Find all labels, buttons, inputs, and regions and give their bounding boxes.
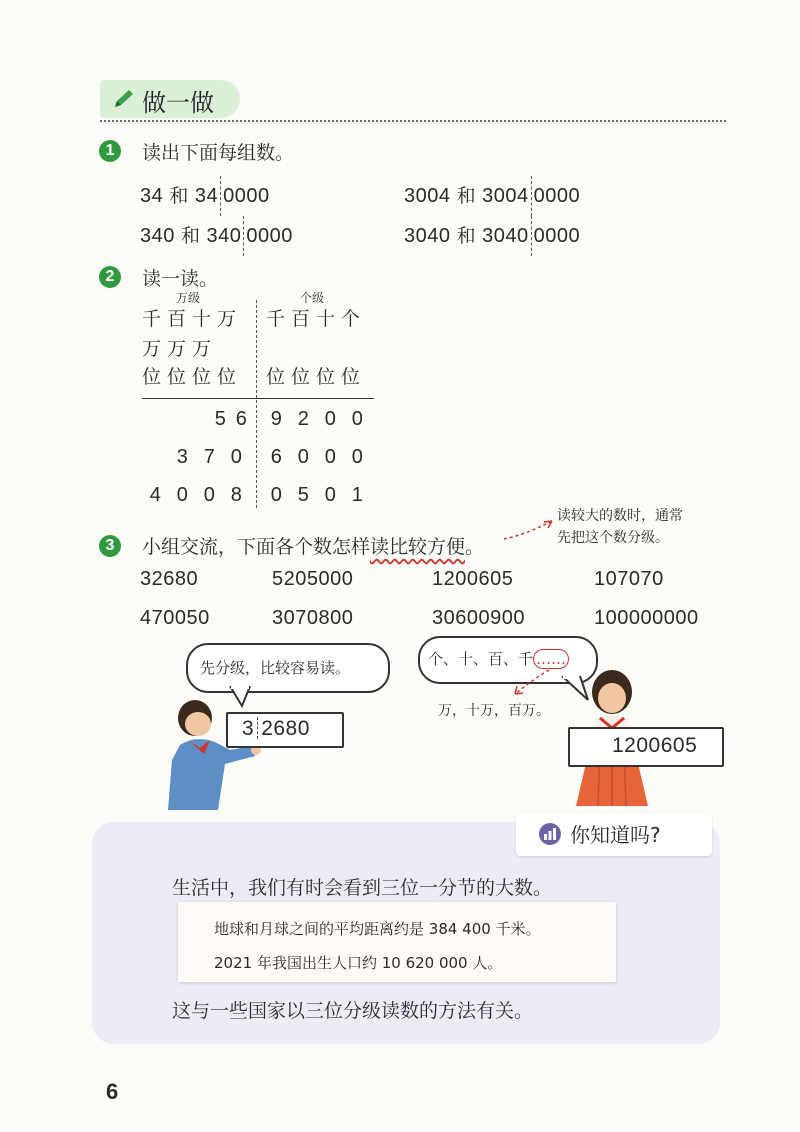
q1-pair-3: 340 和 340 0000: [140, 216, 293, 256]
info-line-2: 这与一些国家以三位分级读数的方法有关。: [172, 1000, 534, 1022]
ge-level-label: 个级: [300, 291, 325, 305]
right-header-row3: 位 位 位 位: [266, 366, 361, 388]
note-line-2: 先把这个数分级。: [557, 530, 669, 546]
girl-board-number: 1200605: [612, 734, 698, 757]
info-card-line-2: 2021 年我国出生人口约 10 620 000 人。: [214, 954, 503, 972]
wan-level-label: 万级: [176, 291, 201, 305]
bar-chart-icon: [538, 822, 562, 846]
pv-row-2-right: 6 0 0 0: [270, 446, 364, 468]
q1-pair-4: 3040 和 3040 0000: [404, 216, 580, 256]
left-header-row2: 万 万 万: [142, 338, 212, 360]
pencil-icon: [112, 88, 136, 110]
left-header-row3: 位 位 位 位: [142, 366, 237, 388]
info-card-line-1: 地球和月球之间的平均距离约是 384 400 千米。: [214, 920, 541, 938]
q1-pair-1: 34 和 34 0000: [140, 176, 270, 216]
q3-number-8: 100000000: [594, 607, 699, 629]
question-1-number: 1: [99, 140, 121, 162]
question-3-number: 3: [99, 535, 121, 557]
q3-number-5: 470050: [140, 607, 210, 629]
question-3-text: 小组交流，下面各个数怎样读比较方便。: [142, 536, 485, 558]
section-divider: [100, 120, 726, 122]
boy-board-number: 3 2680: [242, 717, 310, 740]
q1-pair-2: 3004 和 3004 0000: [404, 176, 580, 216]
note-arrow: [500, 515, 560, 545]
pv-row-3: 4 0 0 8: [149, 484, 243, 506]
place-value-divider: [256, 300, 257, 508]
info-title: 你知道吗?: [570, 823, 661, 847]
girl-speech-sub: 万，十万，百万。: [438, 703, 550, 719]
pv-row-2: 3 7 0: [176, 446, 243, 468]
pv-row-1: 5 6: [214, 408, 248, 430]
pv-row-3-right: 0 5 0 1: [270, 484, 364, 506]
question-2-text: 读一读。: [142, 268, 219, 290]
section-title: 做一做: [142, 89, 214, 117]
note-line-1: 读较大的数时，通常: [557, 508, 683, 524]
girl-speech-text: 个、十、百、千 ……: [428, 648, 569, 669]
underlined-phrase: 读比较方便: [370, 536, 466, 558]
q3-number-6: 3070800: [272, 607, 354, 629]
q3-number-2: 5205000: [272, 568, 354, 590]
q3-number-3: 1200605: [432, 568, 514, 590]
place-value-rule: [142, 398, 374, 399]
boy-speech-text: 先分级，比较容易读。: [200, 659, 351, 677]
boy-figure-icon: [160, 690, 270, 810]
girl-speech-arrow: [505, 668, 555, 700]
left-header-row1: 千 百 十 万: [142, 308, 237, 330]
q3-number-4: 107070: [594, 568, 664, 590]
q3-number-7: 30600900: [432, 607, 525, 629]
info-line-1: 生活中，我们有时会看到三位一分节的大数。: [172, 877, 553, 899]
q3-number-1: 32680: [140, 568, 199, 590]
page-number: 6: [106, 1079, 119, 1104]
dots-highlight: ……: [533, 649, 569, 669]
question-2-number: 2: [99, 266, 121, 288]
right-header-row1: 千 百 十 个: [266, 308, 361, 330]
pv-row-1-right: 9 2 0 0: [270, 408, 364, 430]
question-1-text: 读出下面每组数。: [142, 142, 295, 164]
